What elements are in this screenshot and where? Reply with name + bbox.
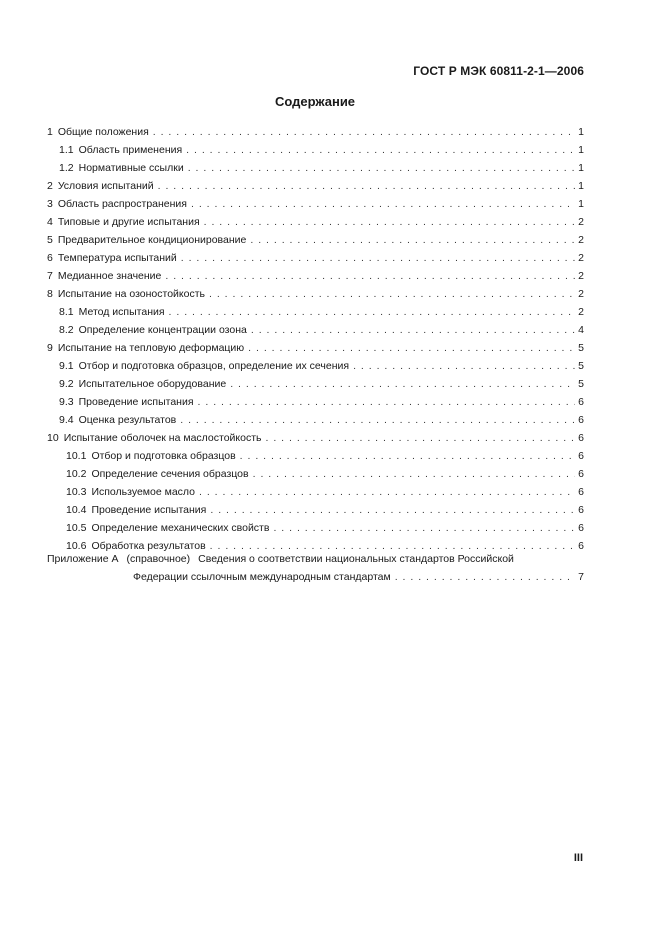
- toc-entry[interactable]: [47, 246, 584, 264]
- toc-entry-page-number: 1: [578, 144, 584, 156]
- toc-entry-page-number: 2: [578, 216, 584, 228]
- toc-entry-page-number: 1: [578, 162, 584, 174]
- appendix-label: Приложение А: [47, 553, 119, 565]
- toc-entry-title: Проведение испытания: [91, 504, 207, 516]
- toc-entry[interactable]: [47, 264, 584, 282]
- appendix-title-line-1: Сведения о соответствии национальных стандартов Российской: [198, 553, 514, 565]
- toc-entry-page-number: 6: [578, 450, 584, 462]
- leader-dots: [265, 432, 575, 444]
- toc-entry-page-number: 6: [578, 414, 584, 426]
- leader-dots: [273, 522, 575, 534]
- toc-entry-page-number: 6: [578, 504, 584, 516]
- toc-entry-number: 9.1: [59, 360, 74, 372]
- toc-entry-title: Отбор и подготовка образцов, определение их сечения: [78, 360, 350, 372]
- toc-entry[interactable]: [47, 390, 584, 408]
- leader-dots: [210, 504, 575, 516]
- toc-entry-title: Область применения: [78, 144, 183, 156]
- toc-entry-page-number: 5: [578, 342, 584, 354]
- toc-entry-number: 10.6: [66, 540, 87, 552]
- toc-entry[interactable]: [47, 372, 584, 390]
- leader-dots: [153, 126, 575, 138]
- leader-dots: [240, 450, 575, 462]
- toc-entry-title: Испытание оболочек на маслостойкость: [63, 432, 262, 444]
- toc-entry[interactable]: [47, 192, 584, 210]
- toc-entry-page-number: 1: [578, 126, 584, 138]
- toc-entry-number: 10.2: [66, 468, 87, 480]
- toc-entry[interactable]: [47, 210, 584, 228]
- toc-entry[interactable]: [47, 120, 584, 138]
- toc-entry[interactable]: [47, 444, 584, 462]
- toc-entry-number: 10.5: [66, 522, 87, 534]
- leader-dots: [248, 342, 575, 354]
- leader-dots: [209, 288, 575, 300]
- toc-entry-number: 6: [47, 252, 53, 264]
- toc-entry[interactable]: [47, 426, 584, 444]
- toc-entry[interactable]: [47, 498, 584, 516]
- toc-entry-number: 10.4: [66, 504, 87, 516]
- toc-entry-number: 8.2: [59, 324, 74, 336]
- toc-entry[interactable]: [47, 408, 584, 426]
- appendix-line-2: [47, 565, 584, 583]
- toc-entry[interactable]: [47, 462, 584, 480]
- leader-dots: [191, 198, 575, 210]
- toc-entry-page-number: 6: [578, 540, 584, 552]
- leader-dots: [250, 234, 575, 246]
- toc-entry-title: Типовые и другие испытания: [57, 216, 200, 228]
- leader-dots: [253, 468, 575, 480]
- leader-dots: [230, 378, 575, 390]
- leader-dots: [204, 216, 575, 228]
- appendix-line-1: [47, 547, 584, 565]
- toc-entry-title: Область распространения: [57, 198, 187, 210]
- leader-dots: [169, 306, 575, 318]
- toc-entry-page-number: 1: [578, 180, 584, 192]
- appendix-entry[interactable]: [47, 547, 584, 583]
- leader-dots: [198, 396, 575, 408]
- toc-entry-page-number: 6: [578, 468, 584, 480]
- toc-entry-number: 9.3: [59, 396, 74, 408]
- table-of-contents: [47, 120, 584, 552]
- toc-entry-page-number: 2: [578, 288, 584, 300]
- leader-dots: [395, 571, 575, 583]
- toc-entry-title: Нормативные ссылки: [78, 162, 184, 174]
- toc-entry-title: Общие положения: [57, 126, 149, 138]
- toc-title: Содержание: [274, 94, 356, 109]
- leader-dots: [188, 162, 575, 174]
- toc-entry-number: 1.1: [59, 144, 74, 156]
- toc-entry-number: 7: [47, 270, 53, 282]
- toc-entry-page-number: 2: [578, 306, 584, 318]
- toc-entry-number: 8: [47, 288, 53, 300]
- leader-dots: [180, 414, 575, 426]
- toc-entry[interactable]: [47, 336, 584, 354]
- toc-entry-title: Используемое масло: [91, 486, 196, 498]
- leader-dots: [251, 324, 575, 336]
- toc-entry-page-number: 6: [578, 432, 584, 444]
- toc-entry-title: Температура испытаний: [57, 252, 177, 264]
- toc-entry[interactable]: [47, 174, 584, 192]
- toc-entry-title: Предварительное кондиционирование: [57, 234, 247, 246]
- toc-entry-title: Определение механических свойств: [91, 522, 270, 534]
- toc-entry-number: 3: [47, 198, 53, 210]
- toc-entry[interactable]: [47, 138, 584, 156]
- toc-entry-number: 2: [47, 180, 53, 192]
- toc-entry-page-number: 6: [578, 522, 584, 534]
- toc-entry-title: Обработка результатов: [91, 540, 206, 552]
- toc-entry-number: 9: [47, 342, 53, 354]
- toc-entry-title: Условия испытаний: [57, 180, 154, 192]
- toc-entry-title: Проведение испытания: [78, 396, 194, 408]
- footer-page-number: III: [573, 852, 583, 864]
- leader-dots: [165, 270, 575, 282]
- toc-entry[interactable]: [47, 354, 584, 372]
- toc-entry-page-number: 2: [578, 252, 584, 264]
- leader-dots: [353, 360, 575, 372]
- leader-dots: [199, 486, 575, 498]
- toc-entry-page-number: 2: [578, 234, 584, 246]
- toc-entry-title: Определение сечения образцов: [91, 468, 249, 480]
- toc-entry-page-number: 5: [578, 378, 584, 390]
- toc-entry[interactable]: [47, 228, 584, 246]
- toc-entry-page-number: 2: [578, 270, 584, 282]
- toc-entry[interactable]: [47, 282, 584, 300]
- toc-entry[interactable]: [47, 156, 584, 174]
- toc-entry-number: 1: [47, 126, 53, 138]
- toc-entry[interactable]: [47, 318, 584, 336]
- toc-entry-title: Отбор и подготовка образцов: [91, 450, 236, 462]
- appendix-title-line-2: Федерации ссылочным международным стандартам: [133, 571, 391, 583]
- toc-entry-title: Метод испытания: [78, 306, 165, 318]
- toc-entry-title: Оценка результатов: [78, 414, 177, 426]
- toc-entry-title: Испытание на озоностойкость: [57, 288, 206, 300]
- toc-entry-number: 10.3: [66, 486, 87, 498]
- appendix-page-number: 7: [578, 571, 584, 583]
- toc-entry-page-number: 1: [578, 198, 584, 210]
- toc-entry-page-number: 6: [578, 486, 584, 498]
- toc-entry-number: 4: [47, 216, 53, 228]
- toc-entry-title: Определение концентрации озона: [78, 324, 247, 336]
- toc-entry-number: 10: [47, 432, 59, 444]
- toc-entry[interactable]: [47, 516, 584, 534]
- document-header: ГОСТ Р МЭК 60811-2-1—2006: [413, 64, 584, 78]
- toc-entry-title: Испытание на тепловую деформацию: [57, 342, 245, 354]
- toc-entry-page-number: 5: [578, 360, 584, 372]
- leader-dots: [158, 180, 575, 192]
- toc-entry-title: Испытательное оборудование: [78, 378, 227, 390]
- toc-entry-page-number: 4: [578, 324, 584, 336]
- toc-entry-number: 1.2: [59, 162, 74, 174]
- toc-entry-number: 8.1: [59, 306, 74, 318]
- appendix-kind: (справочное): [126, 553, 191, 565]
- toc-entry-number: 10.1: [66, 450, 87, 462]
- toc-entry-number: 9.4: [59, 414, 74, 426]
- toc-entry-page-number: 6: [578, 396, 584, 408]
- toc-entry-number: 5: [47, 234, 53, 246]
- toc-entry[interactable]: [47, 480, 584, 498]
- toc-entry[interactable]: [47, 300, 584, 318]
- leader-dots: [181, 252, 575, 264]
- toc-entry-title: Медианное значение: [57, 270, 162, 282]
- leader-dots: [186, 144, 575, 156]
- toc-entry-number: 9.2: [59, 378, 74, 390]
